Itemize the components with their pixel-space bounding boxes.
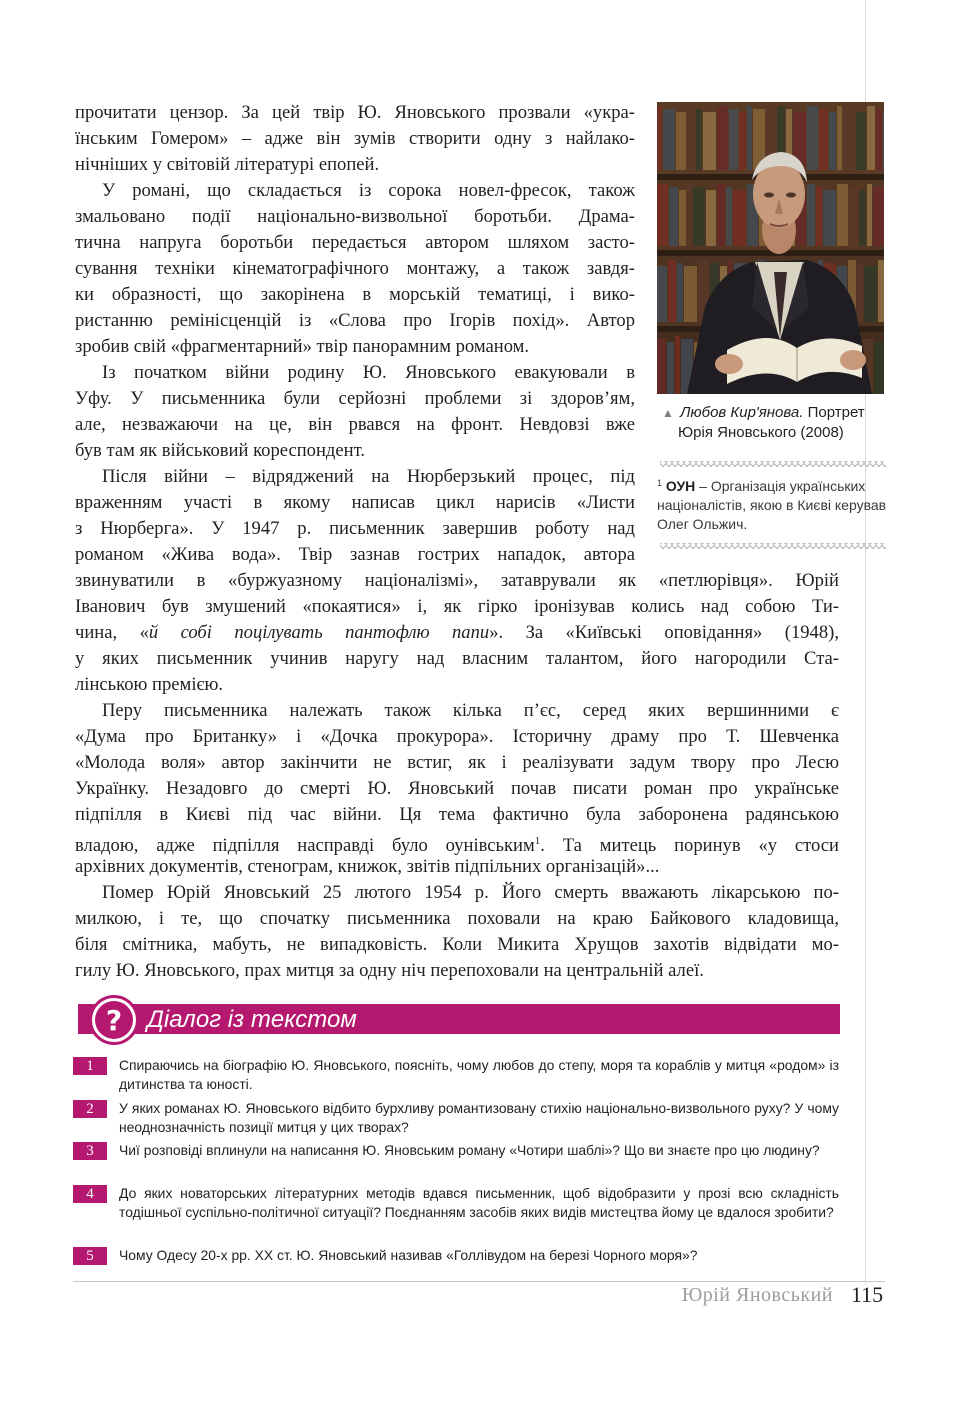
page-number: 115 xyxy=(851,1282,884,1307)
question-text: Чому Одесу 20-х рр. ХХ ст. Ю. Яновський називав «Голлівудом на березі Чорного моря»? xyxy=(119,1247,698,1263)
caption-title-part2: Юрія Яновського (2008) xyxy=(678,424,844,441)
body-line: гилу Ю. Яновського, прах митця за одну ніч перепоховали на центральній алеї. xyxy=(75,960,704,981)
question-number-badge: 4 xyxy=(73,1185,107,1203)
body-line: Із початком війни родину Ю. Яновського евакуювали в xyxy=(102,362,635,383)
body-line: чина, «й собі поцілувать пантофлю папи». За «Київські оповідання» (1948), xyxy=(75,622,839,643)
body-line: сування техніки кінематографічного монтажу, а також завдя- xyxy=(75,258,635,279)
body-line: лінською премією. xyxy=(75,674,224,695)
question-number-badge: 3 xyxy=(73,1142,107,1160)
footnote-ref: 1 xyxy=(534,835,541,847)
body-line: у яких письменник учинив наругу над власним талантом, його нагородили Ста- xyxy=(75,648,839,669)
body-line: змальовано події національно-визвольної боротьби. Драма- xyxy=(75,206,635,227)
body-line: ристанню ремінісценцій із «Слова про Ігорів похід». Автор xyxy=(75,310,635,331)
body-line: «Дума про Британку» і «Дочка прокурора». Історичну драму про Т. Шевченка xyxy=(75,726,839,747)
body-line: враженням участі в якому написав цикл нарисів «Листи xyxy=(75,492,635,513)
body-line: ки образності, що закорінена в морській тематиці, і вико- xyxy=(75,284,635,305)
running-head: Юрій Яновський xyxy=(681,1284,833,1306)
triangle-marker-icon: ▲ xyxy=(662,406,674,420)
body-line: Іванович був змушений «покаятися» і, як гірко іронізував колись над собою Ти- xyxy=(75,596,839,617)
footnote-marker: 1 xyxy=(657,478,663,488)
footer-rule xyxy=(73,1281,885,1282)
body-line: Перу письменника належать також кілька п’єс, серед яких вершинними є xyxy=(102,700,839,721)
question-number-badge: 1 xyxy=(73,1057,107,1075)
footnote-divider-bottom xyxy=(660,541,886,551)
body-line: Українку. Незадовго до смерті Ю. Яновський почав писати роман про українське xyxy=(75,778,839,799)
body-line: але, незважаючи на це, він рвався на фронт. Невдовзі вже xyxy=(75,414,635,435)
body-line: «Молода воля» автор закінчити не встиг, як і реалізувати задум твору про Лесю xyxy=(75,752,839,773)
question-number-badge: 5 xyxy=(73,1247,107,1265)
body-line: Помер Юрій Яновський 25 лютого 1954 р. Його смерть вважають лікарською по- xyxy=(102,882,839,903)
question-number-badge: 2 xyxy=(73,1100,107,1118)
body-line: з Нюрберга». У 1947 р. письменник завершив роботу над xyxy=(75,518,635,539)
body-line: архівних документів, стенограм, книжок, звітів підпільних організацій»... xyxy=(75,856,660,877)
body-line: їнським Гомером» – адже він зумів створити одну з найлако- xyxy=(75,128,635,149)
caption-title-part1: Портрет xyxy=(807,404,865,421)
body-line: прочитати цензор. За цей твір Ю. Яновського прозвали «укра- xyxy=(75,102,635,123)
portrait-painting xyxy=(657,102,884,394)
caption-author: Любов Кир'янова. xyxy=(680,404,804,421)
question-text: До яких новаторських літературних методів вдався письменник, щоб відобразити у прозі всю складність тодішньої суспільно-політичної ситуації? Поєднанням засобів яких видів мистецтва йому це вдалося зробити? xyxy=(119,1185,839,1220)
body-line: підпілля в Києві під час війни. Ця тема фактично була заборонена радянською xyxy=(75,804,839,825)
body-line: звинуватили в «буржуазному націоналізмі», затаврували як «петлюрівця». Юрій xyxy=(75,570,839,591)
question-text: У яких романах Ю. Яновського відбито бурхливу романтизовану стихію національно-визвольного руху? У чому неоднозначність позиції митця у цих творах? xyxy=(119,1100,839,1135)
body-line: Уфу. У письменника були серйозні проблеми зі здоров’ям, xyxy=(75,388,635,409)
portrait-image xyxy=(657,102,884,394)
body-line: тична напруга боротьби передається автором шляхом засто- xyxy=(75,232,635,253)
footnote-text: – Організація українських націоналістів, якою в Києві керував Олег Ольжич. xyxy=(657,478,887,532)
body-line: Після війни – відряджений на Нюрберзький процес, під xyxy=(102,466,635,487)
body-line: романом «Жива вода». Твір зазнав гострих нападок, автора xyxy=(75,544,635,565)
question-mark-icon: ? xyxy=(95,1001,133,1039)
question-text: Чиї розповіді вплинули на написання Ю. Яновським роману «Чотири шаблі»? Що ви знаєте про цю людину? xyxy=(119,1142,820,1158)
body-line: милкою, і те, що спочатку письменника поховали на краю Байкового кладовища, xyxy=(75,908,839,929)
body-line: владою, адже підпілля насправді було оунівським$^1$. Та митець поринув «у стоси xyxy=(75,835,839,856)
footnote-term: ОУН xyxy=(665,478,696,494)
side-footnote xyxy=(657,474,887,534)
body-line: біля смітника, мабуть, не випадковість. Коли Микита Хрущов захотів відвідати мо- xyxy=(75,934,839,955)
question-text: Спираючись на біографію Ю. Яновського, поясніть, чому любов до степу, моря та кораблів у митця «родом» із дитинства та юності. xyxy=(119,1057,839,1092)
body-line: У романі, що складається із сорока новел-фресок, також xyxy=(102,180,635,201)
body-line: зробив свій «фрагментарний» твір панорамним романом. xyxy=(75,336,530,357)
body-line: був там як військовий кореспондент. xyxy=(75,440,365,461)
portrait-caption xyxy=(662,403,887,443)
body-line: нічніших у світовій літературі епопей. xyxy=(75,154,380,175)
dialog-title: Діалог із текстом xyxy=(147,1006,357,1033)
footnote-divider-top xyxy=(660,459,886,469)
